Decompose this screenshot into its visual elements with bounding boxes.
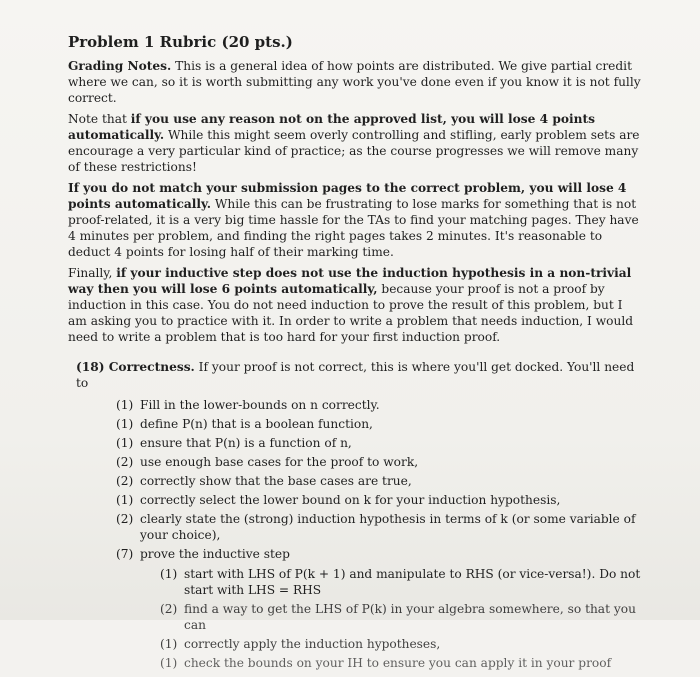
inductive-step-sublist	[140, 566, 643, 671]
item-points: (2)	[116, 455, 134, 469]
induction-post: because your proof is not a proof by induction in this case. You do not need induction to prove the result of this problem, but I am asking you to practice with it. In order to write a problem that needs induction, I would need to write a problem that is too hard for your first induction proof.	[68, 282, 634, 344]
grading-notes-heading: Grading Notes.	[68, 59, 172, 73]
item-points: (1)	[116, 398, 134, 412]
reasons-post: While this might seem overly controlling and stifling, early problem sets are encourage a very particular kind of practice; as the course progresses we will remove many of these restrictions!	[68, 128, 640, 174]
item-points: (7)	[116, 547, 134, 561]
induction-bold: if your inductive step does not use the induction hypothesis in a non-trivial way then you will lose 6 points automatically,	[68, 266, 632, 296]
item-text: use enough base cases for the proof to work,	[140, 455, 419, 469]
sub-list-item	[160, 601, 643, 633]
page-title: Problem 1 Rubric (20 pts.)	[68, 33, 293, 51]
sub-list-item	[160, 636, 643, 652]
sub-item-text: check the bounds on your IH to ensure you can apply it in your proof	[184, 656, 612, 670]
correctness-text: If your proof is not correct, this is where you'll get docked. You'll need to	[76, 360, 635, 390]
item-text: Fill in the lower-bounds on n correctly.	[140, 398, 380, 412]
list-item	[116, 546, 643, 674]
sub-item-points: (1)	[160, 637, 178, 651]
sub-item-text: start with LHS of P(k + 1) and manipulate to RHS (or vice-versa!). Do not start with LHS = RHS	[184, 567, 641, 597]
item-points: (1)	[116, 417, 134, 431]
correctness-section	[76, 359, 643, 674]
list-item	[116, 492, 643, 508]
reasons-pre: Note that	[68, 112, 131, 126]
item-text: correctly select the lower bound on k for your induction hypothesis,	[140, 493, 561, 507]
sub-item-text: find a way to get the LHS of P(k) in your algebra somewhere, so that you can	[184, 602, 636, 632]
item-text: prove the inductive step	[140, 547, 290, 561]
item-points: (1)	[116, 436, 134, 450]
sub-item-points: (1)	[160, 567, 178, 581]
list-item	[116, 397, 643, 413]
item-points: (1)	[116, 493, 134, 507]
sub-list-item	[160, 655, 643, 671]
approved-reasons-paragraph	[68, 111, 643, 175]
item-text: clearly state the (strong) induction hypothesis in terms of k (or some variable of your choice),	[140, 512, 636, 542]
correctness-intro	[76, 359, 643, 391]
sub-item-text: correctly apply the induction hypotheses,	[184, 637, 441, 651]
item-text: define P(n) that is a boolean function,	[140, 417, 373, 431]
page-matching-paragraph	[68, 180, 643, 260]
list-item	[116, 416, 643, 432]
correctness-list	[76, 397, 643, 674]
item-text-container	[140, 546, 643, 674]
rubric-content	[68, 34, 643, 677]
induction-pre: Finally,	[68, 266, 117, 280]
grading-notes-text: This is a general idea of how points are distributed. We give partial credit where we can, so it is worth submitting any work you've done even if you know it is not fully correct.	[68, 59, 641, 105]
induction-paragraph	[68, 265, 643, 345]
reasons-bold: if you use any reason not on the approved list, you will lose 4 points automatically.	[68, 112, 596, 142]
item-text: correctly show that the base cases are true,	[140, 474, 412, 488]
correctness-heading: (18) Correctness.	[76, 360, 195, 374]
item-points: (2)	[116, 512, 134, 526]
list-item	[116, 435, 643, 451]
grading-notes-paragraph	[68, 58, 643, 106]
item-points: (2)	[116, 474, 134, 488]
list-item	[116, 473, 643, 489]
list-item	[116, 454, 643, 470]
list-item	[116, 511, 643, 543]
item-text: ensure that P(n) is a function of n,	[140, 436, 352, 450]
sub-list-item	[160, 566, 643, 598]
pages-bold: If you do not match your submission pages to the correct problem, you will lose 4 points automatically.	[68, 181, 627, 211]
sub-item-points: (2)	[160, 602, 178, 616]
pages-post: While this can be frustrating to lose marks for something that is not proof-related, it is a very big time hassle for the TAs to find your matching pages. They have 4 minutes per problem, and finding the right pages takes 2 minutes. It's reasonable to deduct 4 points for losing half of their marking time.	[68, 197, 639, 259]
sub-item-points: (1)	[160, 656, 178, 670]
